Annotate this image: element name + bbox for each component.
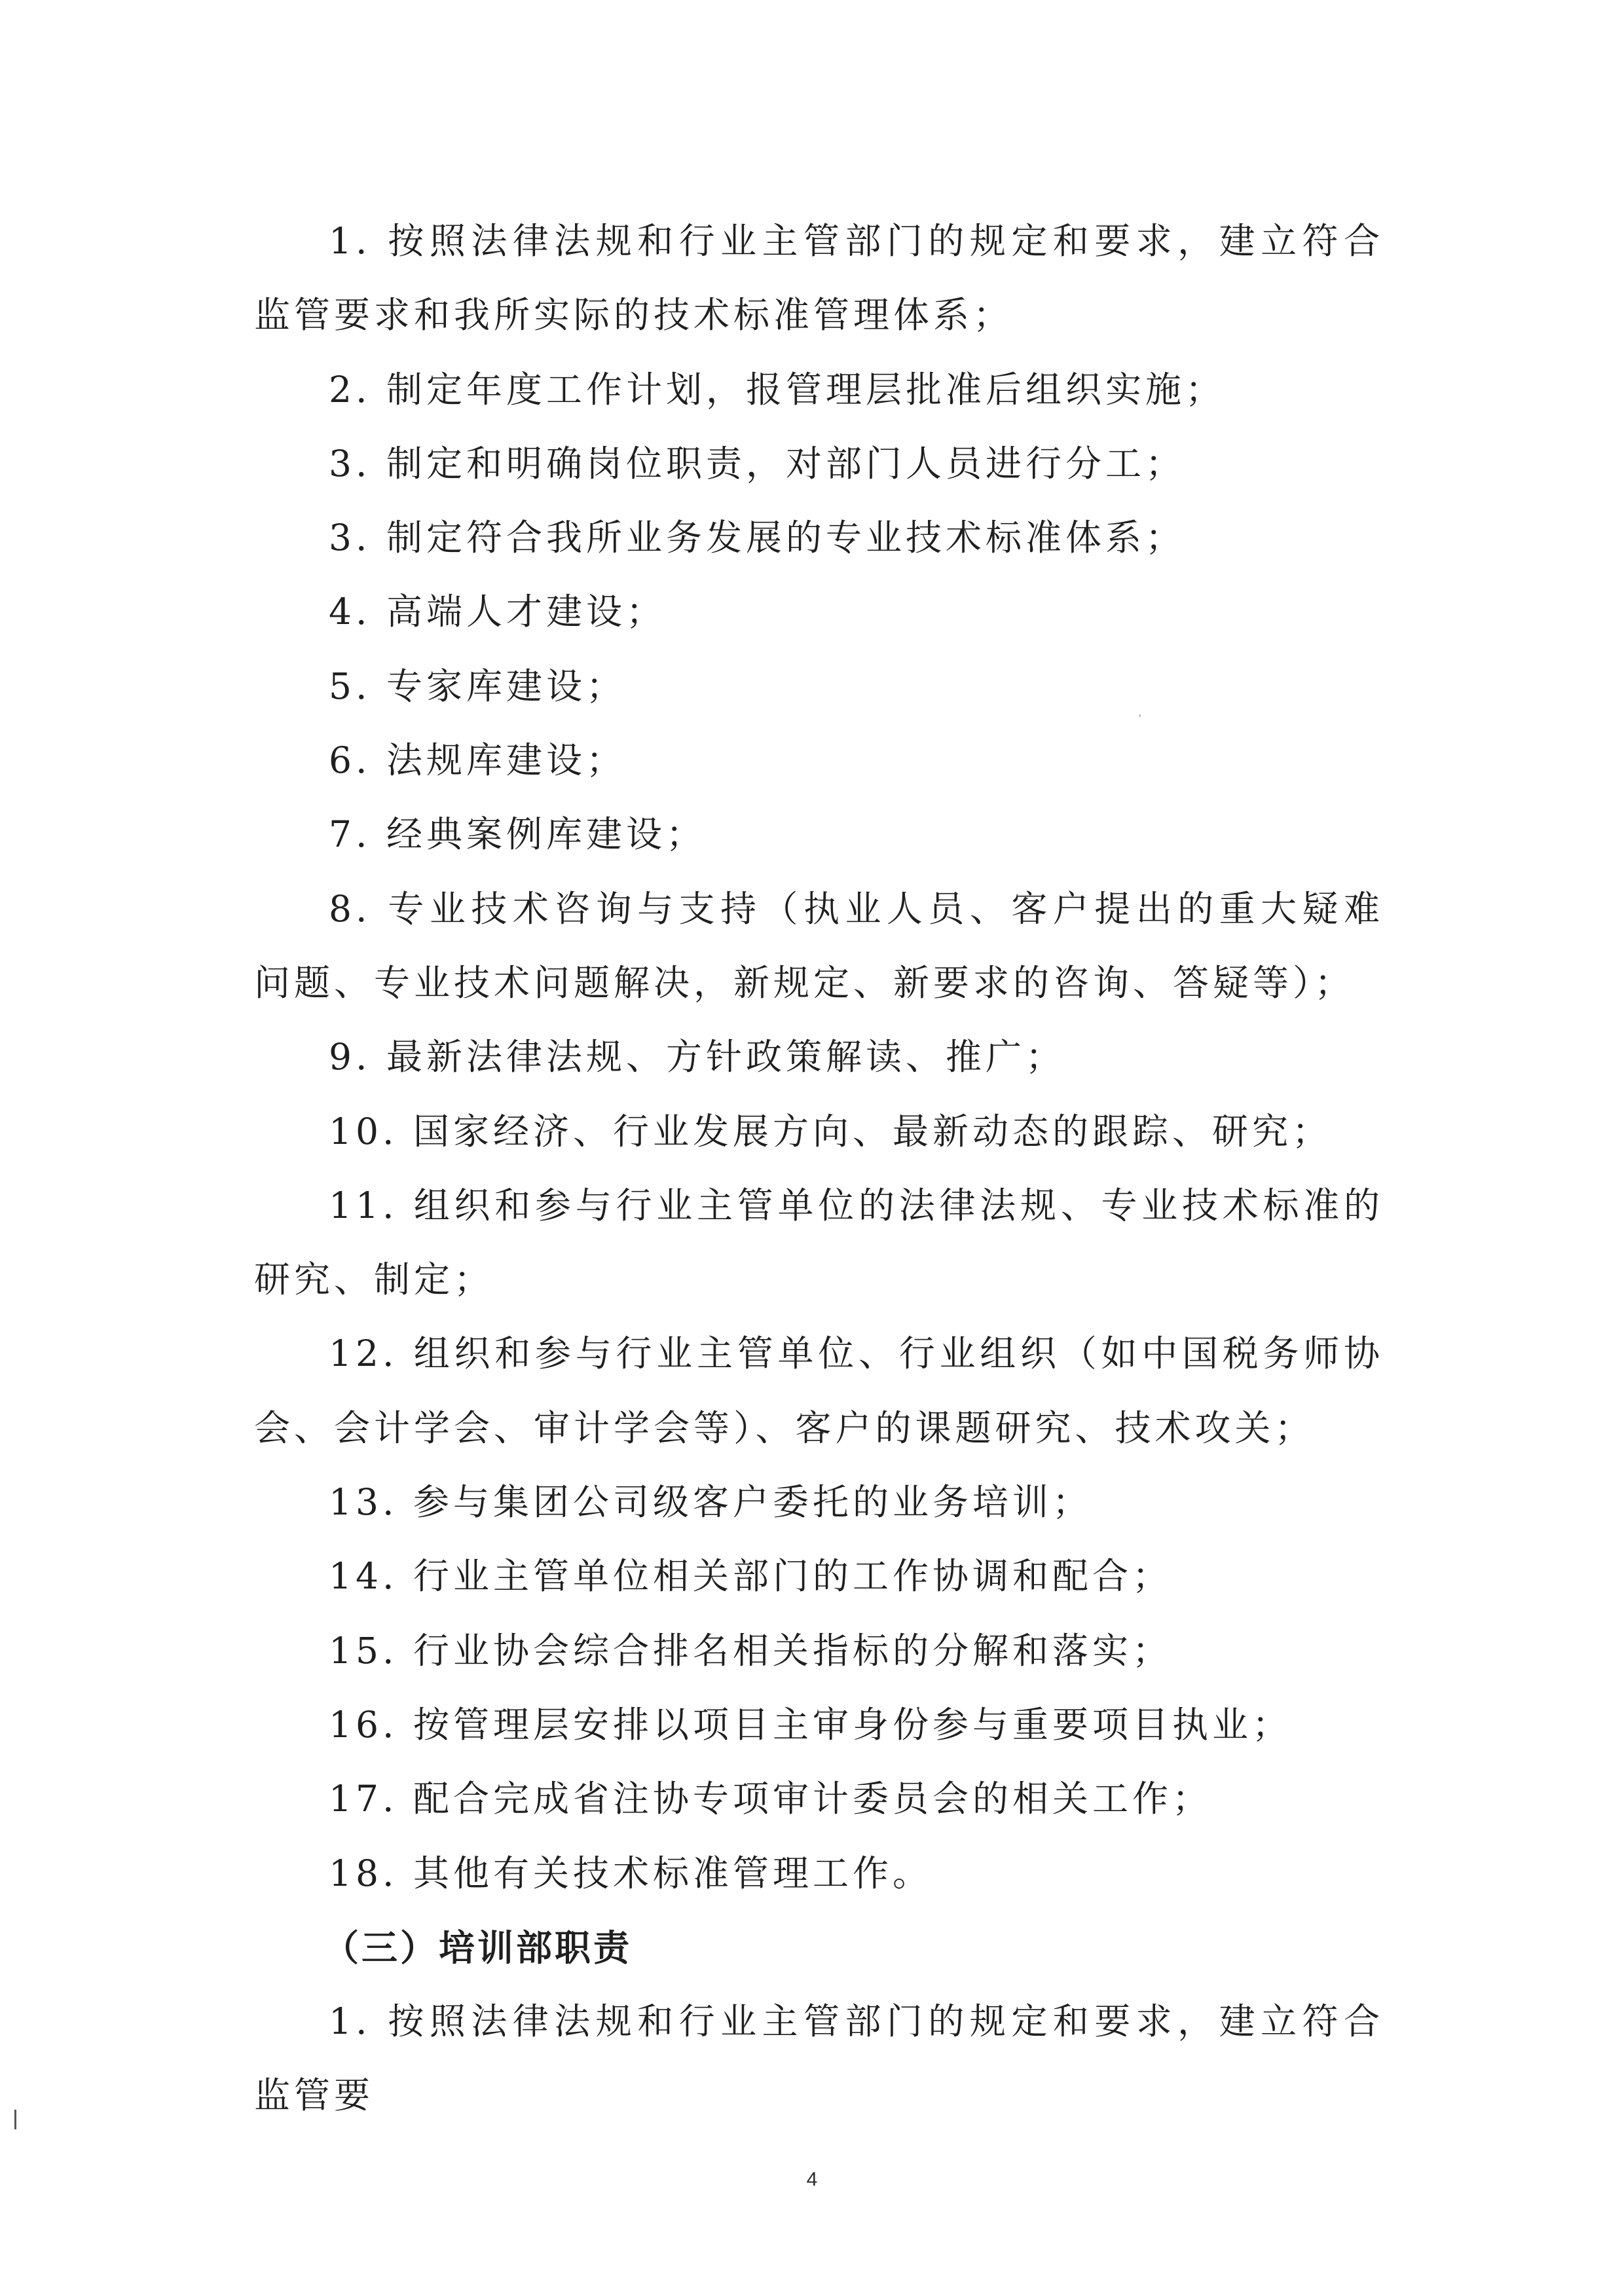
duty-item-14: 14. 行业主管单位相关部门的工作协调和配合； [329, 1555, 1172, 1598]
duty-item-17: 17. 配合完成省注协专项审计委员会的相关工作； [329, 1778, 1212, 1820]
duty-item-3b: 3. 制定符合我所业务发展的专业技术标准体系； [329, 517, 1185, 559]
duty-item-11: 11. 组织和参与行业主管单位的法律法规、专业技术标准的研究、制定； [254, 1184, 1384, 1301]
page-number: 4 [806, 2169, 818, 2190]
duty-item-12: 12. 组织和参与行业主管单位、行业组织（如中国税务师协会、会计学会、审计学会等）、客户的课题研究、技术攻关； [254, 1332, 1384, 1449]
duty-item-7: 7. 经典案例库建设； [329, 813, 706, 856]
duty-item-4: 4. 高端人才建设； [329, 591, 666, 633]
duty-item-9: 9. 最新法律法规、方针政策解读、推广； [329, 1036, 1065, 1078]
duty-item-13: 13. 参与集团公司级客户委托的业务培训； [329, 1481, 1092, 1524]
scan-speck [1139, 714, 1141, 717]
duty-item-5: 5. 专家库建设； [329, 665, 626, 707]
scan-edge-mark [14, 2110, 16, 2129]
duty-item-18: 18. 其他有关技术标准管理工作。 [329, 1852, 932, 1894]
section-heading-training-dept: （三）培训部职责 [323, 1926, 633, 1969]
duty-item-6: 6. 法规库建设； [329, 739, 626, 782]
duty-item-10: 10. 国家经济、行业发展方向、最新动态的跟踪、研究； [329, 1110, 1332, 1152]
duty-item-15: 15. 行业协会综合排名相关指标的分解和落实； [329, 1629, 1172, 1672]
duty-item-16: 16. 按管理层安排以项目主审身份参与重要项目执业； [329, 1703, 1292, 1746]
duty-item-2: 2. 制定年度工作计划，报管理层批准后组织实施； [329, 368, 1225, 411]
duty-item-8: 8. 专业技术咨询与支持（执业人员、客户提出的重大疑难问题、专业技术问题解决，新规定、新要求的咨询、答疑等）； [254, 887, 1384, 1004]
training-duty-item-1: 1. 按照法律法规和行业主管部门的规定和要求，建立符合监管要 [254, 2000, 1384, 2117]
duty-item-1: 1. 按照法律法规和行业主管部门的规定和要求，建立符合监管要求和我所实际的技术标准管理体系； [254, 220, 1384, 337]
document-body [254, 204, 1384, 2133]
duty-item-3a: 3. 制定和明确岗位职责，对部门人员进行分工； [329, 442, 1185, 485]
